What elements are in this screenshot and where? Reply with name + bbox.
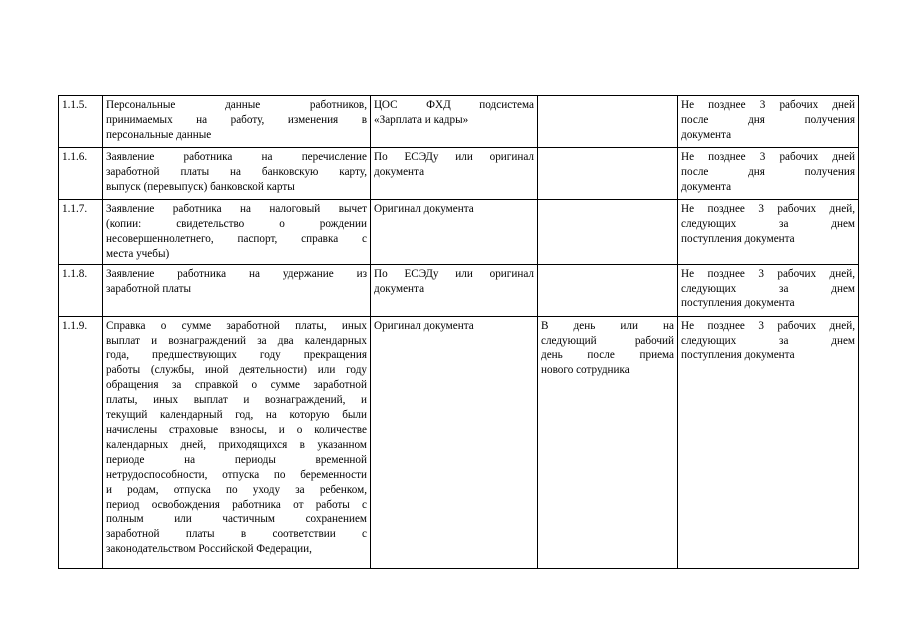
document-line: Справка о сумме заработной платы, иных — [106, 319, 367, 332]
document-cell — [103, 316, 371, 568]
source-line: По ЕСЭДу или оригинал — [374, 267, 534, 280]
timing-line: день после приема — [541, 349, 674, 362]
deadline-cell — [678, 200, 859, 265]
document-line: и родам, отпуска по уходу за ребенком, — [106, 483, 367, 496]
document-line: Заявление работника на удержание из — [106, 267, 367, 280]
table-body — [59, 96, 859, 569]
source-cell — [371, 148, 538, 200]
num-line: 1.1.7. — [62, 203, 88, 215]
timing-cell — [538, 264, 678, 316]
row-number-cell — [59, 316, 103, 568]
deadline-line: документа — [681, 128, 732, 141]
source-cell — [371, 316, 538, 568]
source-line: По ЕСЭДу или оригинал — [374, 151, 534, 163]
source-cell — [371, 200, 538, 265]
deadline-line: после дня получения — [681, 113, 855, 126]
timing-cell — [538, 316, 678, 568]
deadline-line: Не позднее 3 рабочих дней — [681, 151, 855, 163]
deadline-line: поступления документа — [681, 232, 795, 245]
deadline-line: Не позднее 3 рабочих дней — [681, 99, 855, 111]
deadline-line: следующих за днем — [681, 334, 855, 347]
deadline-line: поступления документа — [681, 297, 795, 310]
source-line: документа — [374, 165, 425, 178]
document-line: текущий календарный год, на которую были — [106, 409, 367, 422]
source-cell — [371, 264, 538, 316]
source-cell — [371, 96, 538, 148]
document-line: периоде на периоды временной — [106, 453, 367, 466]
document-cell — [103, 96, 371, 148]
document-line: нетрудоспособности, отпуска по беременности — [106, 468, 367, 481]
table-row — [59, 264, 859, 316]
row-number-cell — [59, 96, 103, 148]
document-line: платы, иных выплат и вознаграждений, и — [106, 394, 367, 407]
deadline-line: следующих за днем — [681, 282, 855, 295]
deadline-line: Не позднее 3 рабочих дней, — [681, 267, 855, 280]
document-line: Заявление работника на перечисление — [106, 151, 367, 163]
deadline-cell — [678, 316, 859, 568]
deadline-line: Не позднее 3 рабочих дней, — [681, 319, 855, 332]
timing-line: нового сотрудника — [541, 364, 630, 377]
row-number-cell — [59, 148, 103, 200]
table-row — [59, 316, 859, 568]
timing-cell — [538, 148, 678, 200]
document-line: полным или частичным сохранением — [106, 513, 367, 526]
source-line: Оригинал документа — [374, 203, 474, 215]
document-line: Персональные данные работников, — [106, 99, 367, 111]
deadline-line: после дня получения — [681, 165, 855, 178]
deadline-line: документа — [681, 180, 732, 193]
document-line: принимаемых на работу, изменения в — [106, 113, 367, 126]
document-line: выплат и вознаграждений за два календарных — [106, 334, 367, 347]
document-line: начислены страховые взносы, и о количестве — [106, 423, 367, 436]
document-line: (копии: свидетельство о рождении — [106, 217, 367, 230]
document-line: года, предшествующих году прекращения — [106, 349, 367, 362]
deadline-line: следующих за днем — [681, 217, 855, 230]
document-line: несовершеннолетнего, паспорт, справка с — [106, 232, 367, 245]
row-number-cell — [59, 200, 103, 265]
document-line: заработной платы в соответствии с — [106, 528, 367, 541]
document-cell — [103, 200, 371, 265]
timing-cell — [538, 200, 678, 265]
document-table — [58, 95, 859, 569]
num-line: 1.1.8. — [62, 267, 88, 280]
deadline-cell — [678, 96, 859, 148]
deadline-line: Не позднее 3 рабочих дней, — [681, 203, 855, 215]
document-line: выпуск (перевыпуск) банковской карты — [106, 180, 295, 193]
source-line: «Зарплата и кадры» — [374, 113, 469, 126]
source-line: документа — [374, 282, 425, 295]
document-line: Заявление работника на налоговый вычет — [106, 203, 367, 215]
document-line: период освобождения работника от работы с — [106, 498, 367, 511]
row-number-cell — [59, 264, 103, 316]
document-line: места учебы) — [106, 247, 170, 260]
document-cell — [103, 264, 371, 316]
num-line: 1.1.9. — [62, 319, 88, 332]
document-cell — [103, 148, 371, 200]
document-line: персональные данные — [106, 128, 212, 141]
document-line: обращения за справкой о сумме заработной — [106, 379, 367, 392]
timing-cell — [538, 96, 678, 148]
timing-line: следующий рабочий — [541, 334, 674, 347]
table-row — [59, 200, 859, 265]
deadline-cell — [678, 148, 859, 200]
timing-line: В день или на — [541, 319, 674, 332]
num-line: 1.1.6. — [62, 151, 88, 163]
table-row — [59, 148, 859, 200]
source-line: ЦОС ФХД подсистема — [374, 99, 534, 111]
document-line: законодательством Российской Федерации, — [106, 543, 312, 556]
document-line: заработной платы на банковскую карту, — [106, 165, 367, 178]
num-line: 1.1.5. — [62, 99, 88, 111]
deadline-line: поступления документа — [681, 349, 795, 362]
document-line: заработной платы — [106, 282, 191, 295]
document-line: работы (службы, иной деятельности) или году — [106, 364, 367, 377]
table-row — [59, 96, 859, 148]
deadline-cell — [678, 264, 859, 316]
document-line: календарных дней, приходящихся в указанном — [106, 438, 367, 451]
source-line: Оригинал документа — [374, 319, 474, 332]
